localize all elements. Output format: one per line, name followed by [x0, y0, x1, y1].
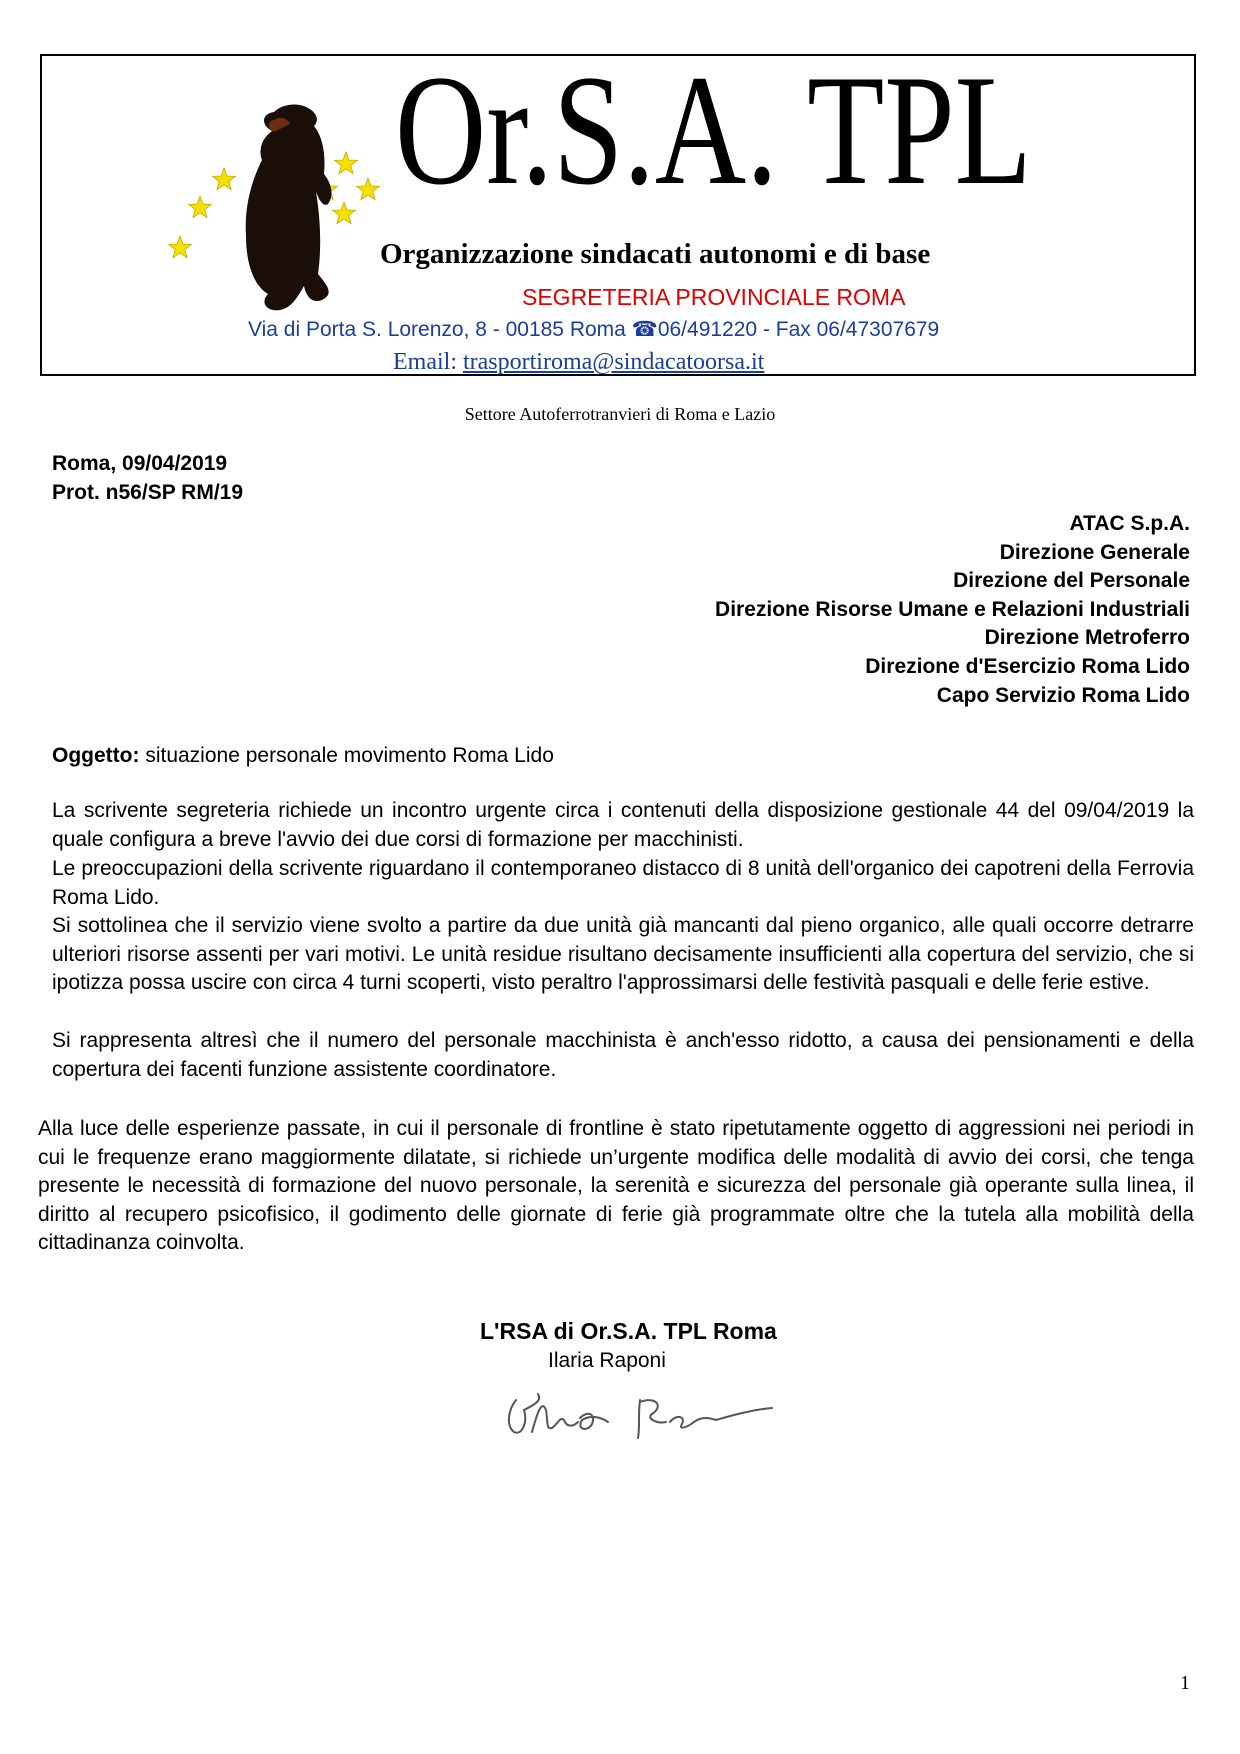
signature-block: [480, 1318, 777, 1373]
org-name: Or.S.A. TPL: [395, 43, 1032, 218]
subject-line: [52, 744, 554, 768]
body-paragraph-4: Si rappresenta altresì che il numero del personale macchinista è anch'esso ridotto, a causa dei pensionamenti e della copertura dei facenti funzione assistente coordinatore.: [52, 1029, 1194, 1081]
org-secretariat: SEGRETERIA PROVINCIALE ROMA: [522, 284, 906, 310]
recipient-item: Direzione Metroferro: [984, 626, 1190, 650]
body-paragraph-1: La scrivente segreteria richiede un incontro urgente circa i contenuti della disposizione gestionale 44 del 09/04/2019 la quale configura a breve l'avvio dei due corsi di formazione per macchinisti.: [52, 799, 1194, 851]
body-paragraph-3: Si sottolinea che il servizio viene svolto a partire da due unità già mancanti dal pieno organico, alle quali occorre detrarre ulteriori risorse assenti per vari motivi. Le unità residue risultano decisamente insufficienti alla copertura del servizio, che si ipotizza possa uscire con circa 4 turni scoperti, visto peraltro l'approssimarsi delle festività pasquali e delle ferie estive.: [52, 914, 1194, 995]
sector-line: Settore Autoferrotranvieri di Roma e Lazio: [464, 404, 776, 424]
email-label: Email:: [393, 349, 463, 375]
recipient-item: Direzione d'Esercizio Roma Lido: [865, 654, 1190, 678]
recipient-item: Capo Servizio Roma Lido: [936, 683, 1190, 707]
recipient-item: Direzione Risorse Umane e Relazioni Industriali: [715, 597, 1190, 621]
recipient-item: Direzione del Personale: [953, 569, 1190, 593]
signature-name: Ilaria Raponi: [548, 1349, 666, 1372]
page-number: 1: [1180, 1672, 1190, 1694]
email-link[interactable]: trasportiroma@sindacatoorsa.it: [462, 349, 765, 375]
org-subtitle: Organizzazione sindacati autonomi e di base: [380, 238, 931, 270]
subject-label: Oggetto:: [52, 744, 140, 767]
recipient-item: ATAC S.p.A.: [1069, 512, 1190, 535]
recipient-list: [715, 510, 1190, 710]
letter-date: Roma, 09/04/2019: [52, 452, 228, 475]
subject-text: situazione personale movimento Roma Lido: [139, 744, 554, 767]
org-email: [393, 349, 764, 376]
handwritten-signature-icon: [480, 1370, 800, 1450]
recipient-item: Direzione Generale: [999, 540, 1190, 564]
protocol-number: Prot. n56/SP RM/19: [52, 481, 244, 504]
body-paragraph-2: Le preoccupazioni della scrivente riguardano il contemporaneo distacco di 8 unità dell'organico dei capotreni della Ferrovia Roma Lido.: [52, 857, 1194, 909]
org-address: Via di Porta S. Lorenzo, 8 - 00185 Roma ☎06/491220 - Fax 06/47307679: [248, 318, 940, 341]
signature-title: L'RSA di Or.S.A. TPL Roma: [480, 1318, 777, 1344]
body-paragraph-5: Alla luce delle esperienze passate, in cui il personale di frontline è stato ripetutamente oggetto di aggressioni nei periodi in cui le frequenze erano maggiormente dilatate, si richiede un’urgente modifica delle modalità di avvio dei corsi, che tenga presente le necessità di formazione del nuovo personale, la serenità e sicurezza del personale già operante sulla linea, il diritto al recupero psicofisico, il godimento delle giornate di ferie già programmate oltre che la tutela alla mobilità della cittadinanza coinvolta.: [38, 1117, 1194, 1255]
